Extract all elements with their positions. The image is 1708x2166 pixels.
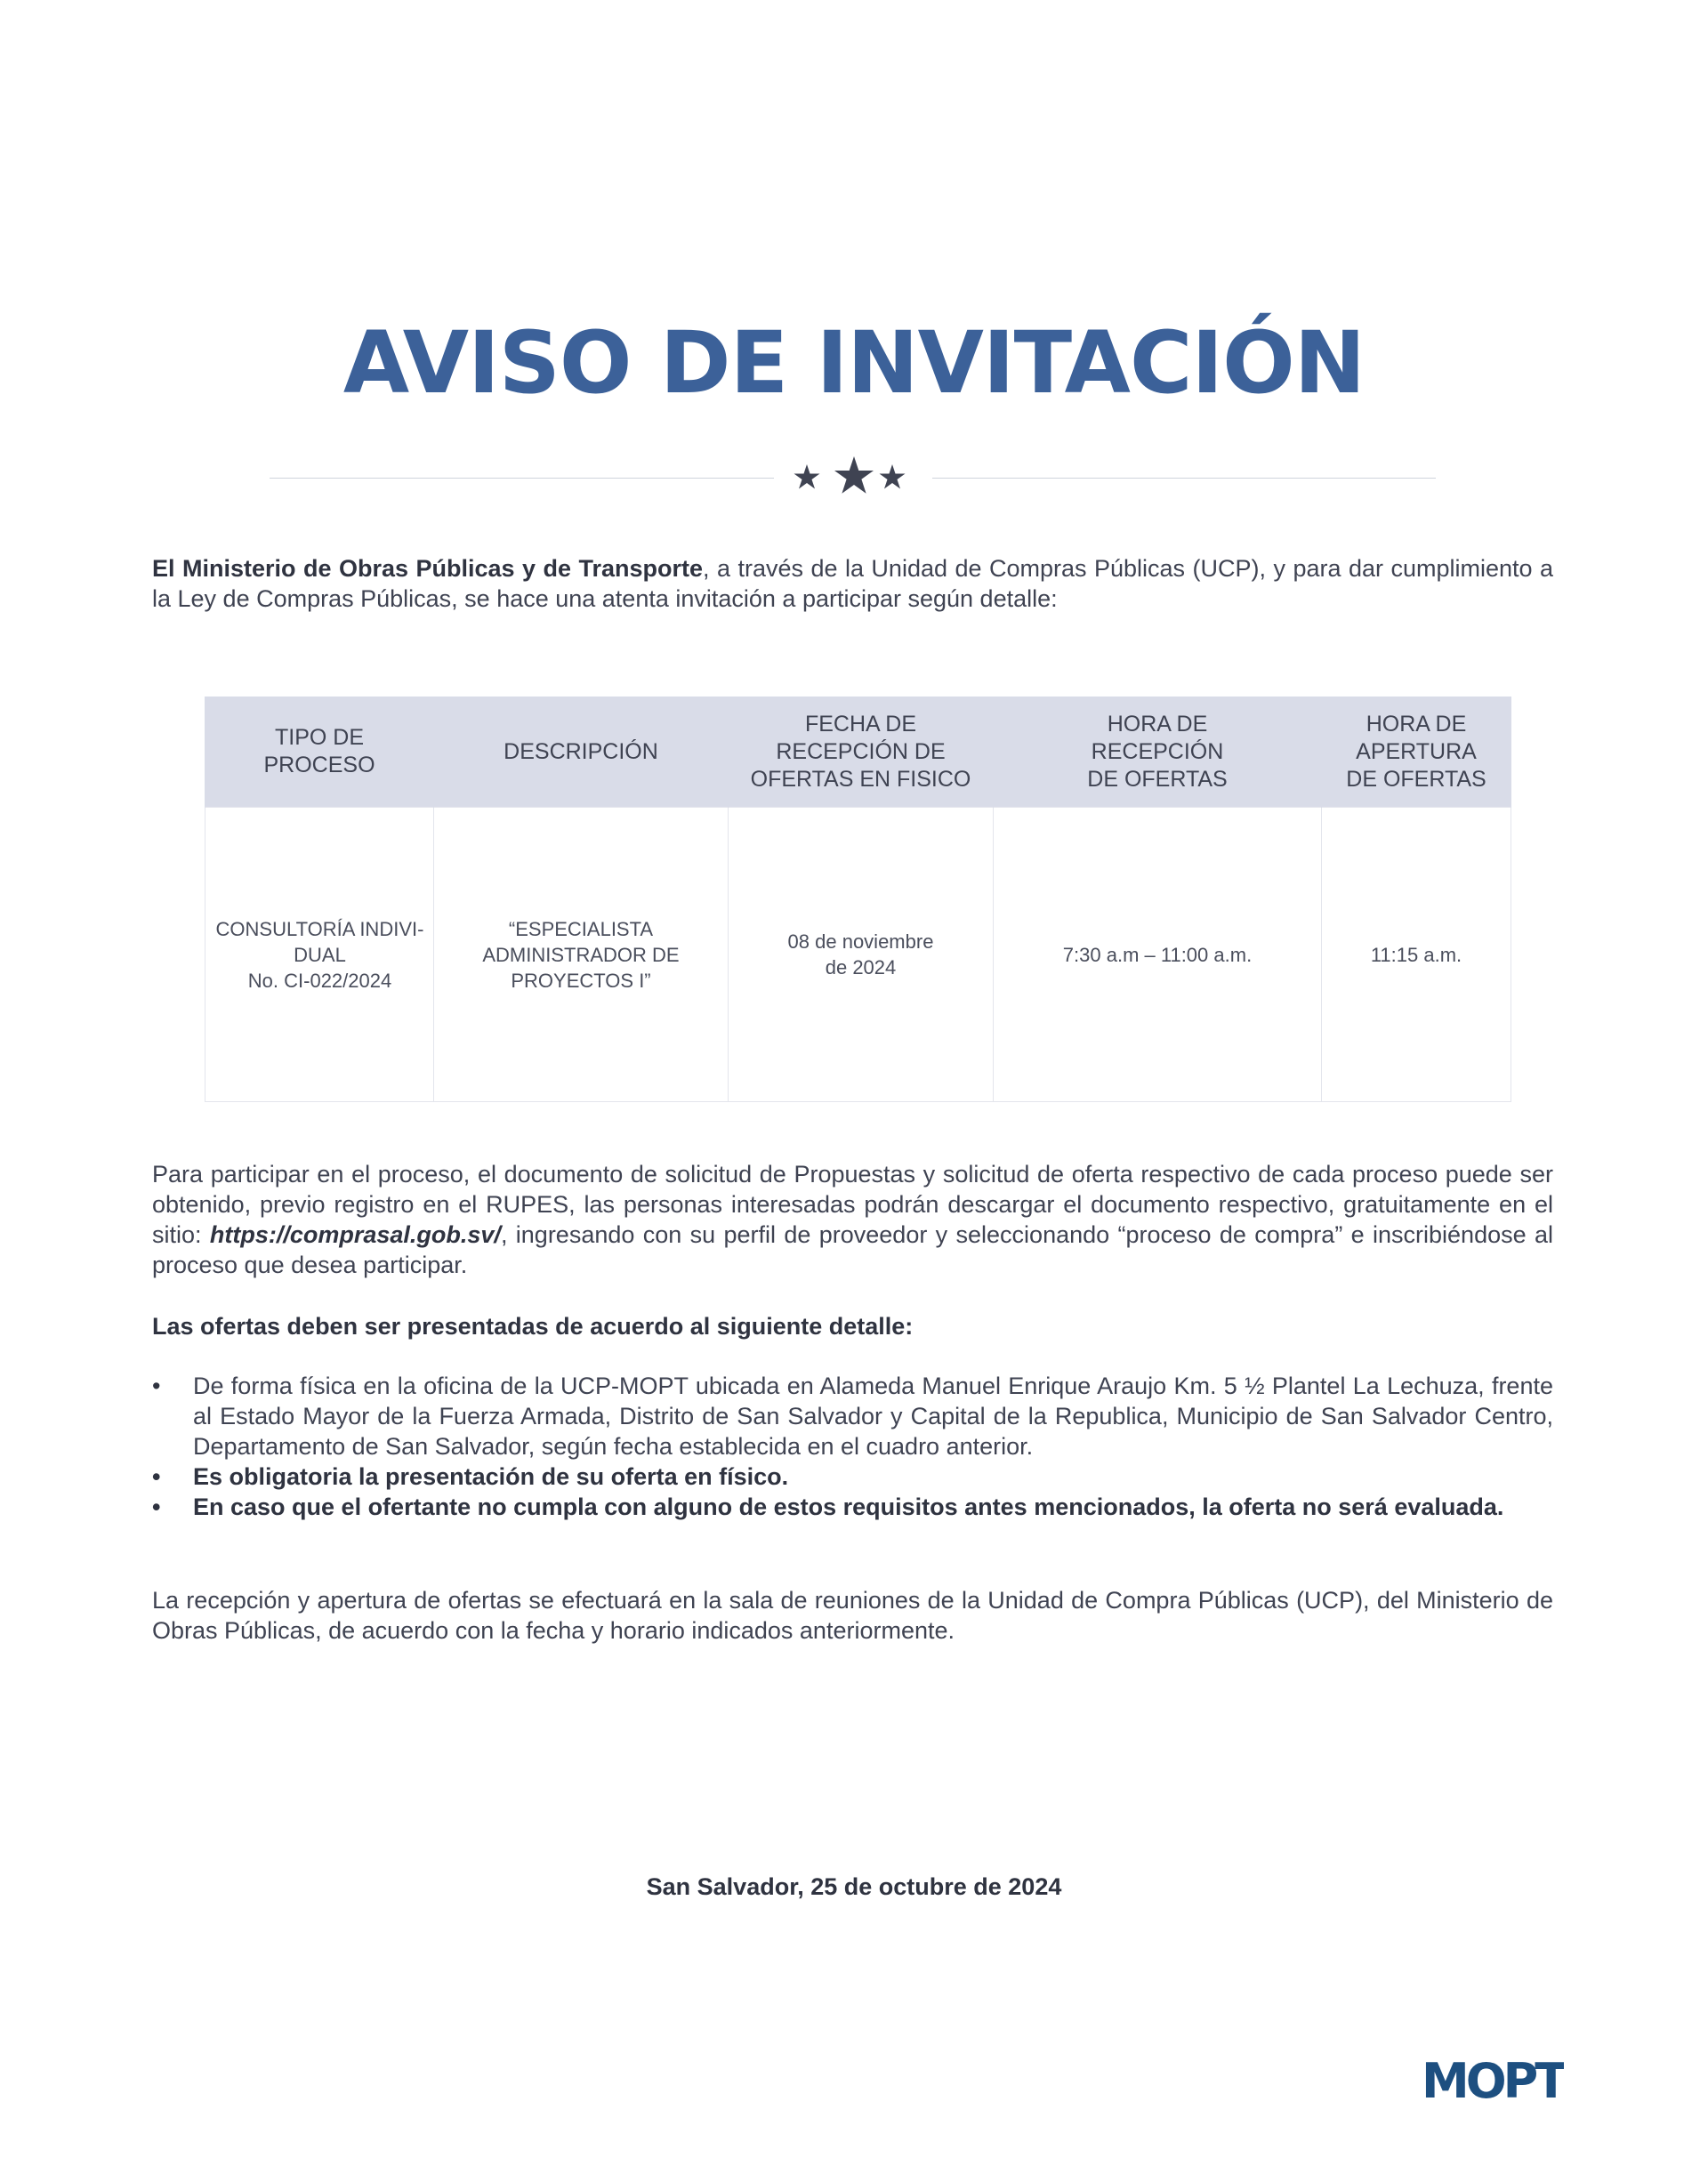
- divider-left: [270, 478, 774, 479]
- cell-fecha-recepcion: 08 de noviembre de 2024: [729, 808, 994, 1102]
- cell-descripcion: “ESPECIALISTA ADMINISTRADOR DE PROYECTOS I”: [434, 808, 729, 1102]
- star-small-left-icon: [794, 464, 820, 489]
- section-heading: Las ofertas deben ser presentadas de acuerdo al siguiente detalle:: [152, 1313, 914, 1340]
- intro-text: , a través de la Unidad de Compras Públicas (UCP), y para dar cumplimiento a la Ley de Compras Públicas, se hace una atenta invitación a participar según detalle:: [152, 555, 1553, 612]
- cell-hora-recepcion: 7:30 a.m – 11:00 a.m.: [994, 808, 1322, 1102]
- closing-paragraph: La recepción y apertura de ofertas se efectuará en la sala de reuniones de la Unidad de Compra Públicas (UCP), del Ministerio de Obras Públicas, de acuerdo con la fecha y horario indicados anteriormente.: [152, 1587, 1553, 1644]
- cell-tipo-proceso: CONSULTORÍA INDIVI- DUAL No. CI-022/2024: [205, 808, 434, 1102]
- header-hora-recepcion: HORA DE RECEPCIÓN DE OFERTAS: [994, 697, 1322, 808]
- star-large-center-icon: [834, 456, 874, 494]
- mopt-logo-text: MOPT: [1422, 2057, 1564, 2103]
- instructions-text: Para participar en el proceso, el documento de solicitud de Propuestas y solicitud de oferta respectivo de cada proceso puede ser obtenido, previo registro en el RUPES, las personas interesadas podrán descargar el documento respectivo, gratuitamente en el sitio:: [152, 1161, 1553, 1248]
- header-hora-apertura: HORA DE APERTURA DE OFERTAS: [1322, 697, 1511, 808]
- divider-right: [932, 478, 1436, 479]
- header-fecha-recepcion: FECHA DE RECEPCIÓN DE OFERTAS EN FISICO: [729, 697, 994, 808]
- stars-ornament-icon: [783, 452, 925, 505]
- table-header-row: [205, 697, 1511, 808]
- page-title: AVISO DE INVITACIÓN: [342, 313, 1366, 413]
- list-item: • De forma física en la oficina de la UCP-MOPT ubicada en Alameda Manuel Enrique Araujo Km. 5 ½ Plantel La Lechuza, frente al Estado Mayor de la Fuerza Armada, Distrito de San Salvador y Capital de la Republica, Municipio de San Salvador Centro, Departamento de San Salvador, según fecha establecida en el cuadro anterior.: [152, 1371, 1553, 1461]
- star-small-right-icon: [880, 464, 906, 489]
- list-item: • Es obligatoria la presentación de su oferta en físico.: [152, 1461, 1553, 1492]
- list-item: • En caso que el ofertante no cumpla con alguno de estos requisitos antes mencionados, la oferta no será evaluada.: [152, 1492, 1553, 1522]
- mopt-logo: [1422, 2057, 1564, 2103]
- comprasal-link[interactable]: https://comprasal.gob.sv/: [209, 1221, 501, 1248]
- intro-bold-lead: El Ministerio de Obras Públicas y de Transporte: [152, 555, 703, 582]
- table-row: [205, 808, 1511, 1102]
- instructions-paragraph: [152, 1159, 1553, 1280]
- cell-hora-apertura: 11:15 a.m.: [1322, 808, 1511, 1102]
- intro-paragraph: [152, 553, 1553, 614]
- requirements-list: [152, 1371, 1553, 1522]
- date-line: San Salvador, 25 de octubre de 2024: [646, 1873, 1062, 1900]
- header-descripcion: DESCRIPCIÓN: [434, 697, 729, 808]
- header-tipo-proceso: TIPO DE PROCESO: [205, 697, 434, 808]
- process-table: [205, 697, 1511, 1102]
- instructions-text-after: , ingresando con su perfil de proveedor y seleccionando “proceso de compra” e inscribiéndose al proceso que desea participar.: [152, 1221, 1553, 1278]
